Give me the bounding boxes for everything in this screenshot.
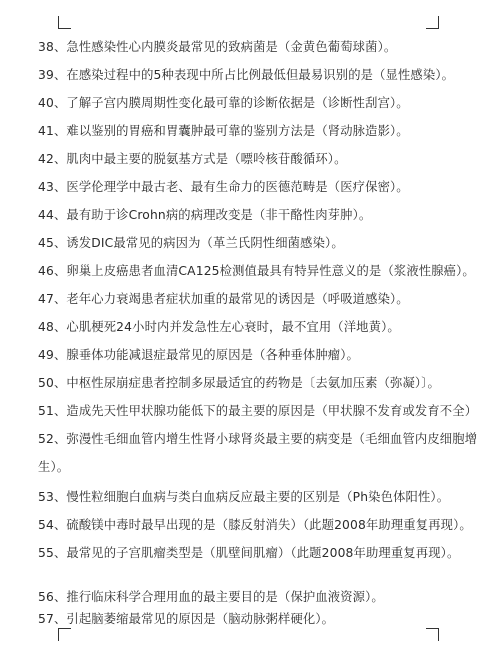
question-39: 39、在感染过程中的5种表现中所占比例最低但最易识别的是（显性感染）。 (38, 68, 455, 82)
question-38: 38、急性感染性心内膜炎最常见的致病菌是（金黄色葡萄球菌）。 (38, 40, 397, 54)
question-42: 42、肌肉中最主要的脱氨基方式是（嘌呤核苷酸循环）。 (38, 152, 347, 166)
question-40: 40、了解子宫内膜周期性变化最可靠的诊断依据是（诊断性刮宫）。 (38, 96, 409, 110)
question-43: 43、医学伦理学中最古老、最有生命力的医德范畴是（医疗保密）。 (38, 180, 409, 194)
corner-mark-top-left (58, 16, 71, 29)
question-57: 57、引起脑萎缩最常见的原因是（脑动脉粥样硬化）。 (38, 612, 335, 626)
question-41: 41、难以鉴别的胃癌和胃囊肿最可靠的鉴别方法是（肾动脉造影）。 (38, 124, 409, 138)
question-55: 55、最常见的子宫肌瘤类型是（肌壁间肌瘤）（此题2008年助理重复再现）。 (38, 546, 460, 560)
corner-mark-bottom-right (426, 628, 439, 641)
corner-mark-bottom-left (58, 628, 71, 641)
question-54: 54、硫酸镁中毒时最早出现的是（膝反射消失）（此题2008年助理重复再现）。 (38, 518, 472, 532)
question-50: 50、中枢性尿崩症患者控制多尿最适宜的药物是〔去氨加压素（弥凝）〕。 (38, 376, 440, 390)
question-53: 53、慢性粒细胞白血病与类白血病反应最主要的区别是（Ph染色体阳性）。 (38, 490, 450, 504)
question-49: 49、腺垂体功能减退症最常见的原因是（各种垂体肿瘤）。 (38, 348, 359, 362)
question-47: 47、老年心力衰竭患者症状加重的最常见的诱因是（呼吸道感染）。 (38, 292, 409, 306)
question-56: 56、推行临床科学合理用血的最主要目的是（保护血液资源）。 (38, 590, 384, 604)
question-51: 51、造成先天性甲状腺功能低下的最主要的原因是（甲状腺不发育或发育不全） (38, 404, 478, 418)
question-52: 52、弥漫性毛细血管内增生性肾小球肾炎最主要的病变是（毛细血管内皮细胞增生）。 (38, 432, 478, 474)
question-45: 45、诱发DIC最常见的病因为（革兰氏阴性细菌感染）。 (38, 236, 344, 250)
question-48: 48、心肌梗死24小时内并发急性左心衰时，最不宜用（洋地黄）。 (38, 320, 400, 334)
question-46: 46、卵巢上皮癌患者血清CA125检测值最具有特异性意义的是（浆液性腺癌）。 (38, 264, 475, 278)
corner-mark-top-right (426, 16, 439, 29)
question-44: 44、最有助于诊Crohn病的病理改变是（非干酪性肉芽肿）。 (38, 208, 372, 222)
